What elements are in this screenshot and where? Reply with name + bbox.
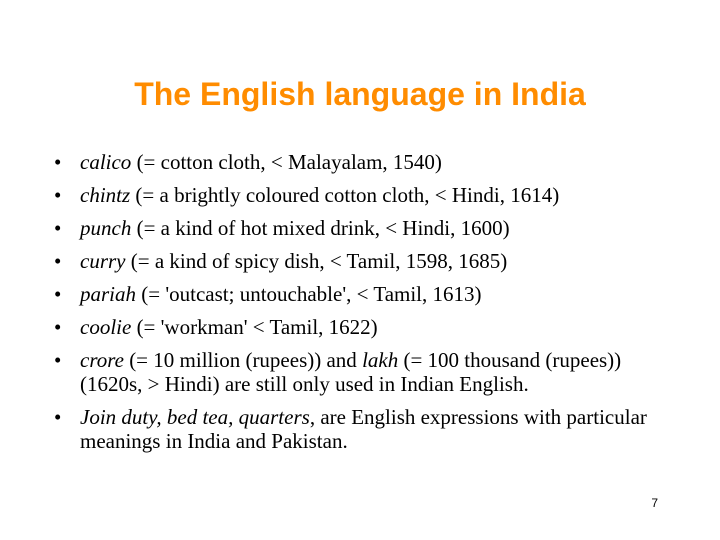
word-definition-2: (= 100 thousand (rupees)) (1620s, > Hindi) are still only used in Indian English. bbox=[80, 348, 622, 396]
word-term: crore bbox=[80, 348, 124, 372]
word-definition: (= 'outcast; untouchable', < Tamil, 1613) bbox=[136, 282, 482, 306]
bullet-list bbox=[54, 150, 674, 462]
word-definition: (= a kind of hot mixed drink, < Hindi, 1600) bbox=[131, 216, 510, 240]
list-item bbox=[54, 315, 674, 339]
list-item bbox=[54, 150, 674, 174]
bullet-icon: • bbox=[54, 405, 62, 429]
word-term: pariah bbox=[80, 282, 137, 306]
word-term-2: lakh bbox=[362, 348, 399, 372]
bullet-icon: • bbox=[54, 216, 62, 240]
bullet-icon: • bbox=[54, 183, 62, 207]
word-definition: (= a brightly coloured cotton cloth, < Hindi, 1614) bbox=[130, 183, 560, 207]
list-item bbox=[54, 183, 674, 207]
slide-title: The English language in India bbox=[134, 76, 586, 112]
bullet-icon: • bbox=[54, 150, 62, 174]
bullet-icon: • bbox=[54, 348, 62, 372]
word-definition: (= cotton cloth, < Malayalam, 1540) bbox=[131, 150, 442, 174]
list-item bbox=[54, 282, 674, 306]
list-item bbox=[54, 216, 674, 240]
list-item bbox=[54, 348, 674, 396]
expression-terms: Join duty, bed tea, quarters bbox=[80, 405, 310, 429]
word-definition: (= a kind of spicy dish, < Tamil, 1598, 1685) bbox=[125, 249, 508, 273]
word-definition: (= 10 million (rupees)) and bbox=[123, 348, 363, 372]
word-term: calico bbox=[80, 150, 132, 174]
word-term: punch bbox=[80, 216, 132, 240]
list-item bbox=[54, 405, 674, 453]
bullet-icon: • bbox=[54, 249, 62, 273]
word-term: chintz bbox=[80, 183, 131, 207]
word-term: coolie bbox=[80, 315, 132, 339]
page-number: 7 bbox=[651, 496, 658, 510]
bullet-icon: • bbox=[54, 315, 62, 339]
word-term: curry bbox=[80, 249, 126, 273]
word-definition: (= 'workman' < Tamil, 1622) bbox=[131, 315, 378, 339]
expression-description: , are English expressions with particular meanings in India and Pakistan. bbox=[80, 405, 647, 453]
bullet-icon: • bbox=[54, 282, 62, 306]
list-item bbox=[54, 249, 674, 273]
